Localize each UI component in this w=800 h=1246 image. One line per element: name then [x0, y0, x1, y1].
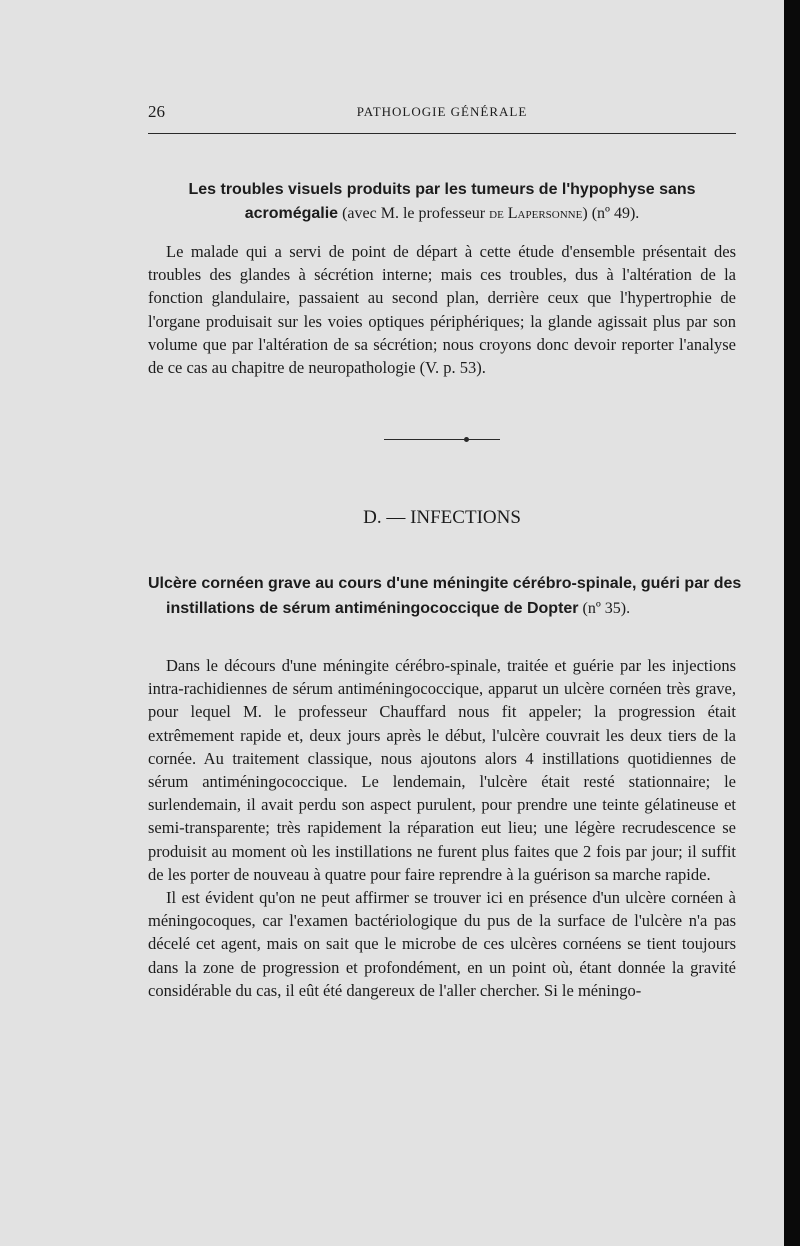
page-number: 26: [148, 102, 165, 121]
article1-body: Le malade qui a servi de point de départ à cette étude d'ensemble présentait des troubles des glandes à sécrétion interne; mais ces troubles, dus à l'altération de la fonction glandulaire, passaient au second plan, derrière ceux que l'hypertrophie de l'organe produisait sur les voies optiques périphériques; la glande agissait plus par son volume que par l'altération de sa sécrétion; nous croyons donc devoir reporter l'analyse de ce cas au chapitre de neuropathologie (V. p. 53).: [148, 242, 736, 378]
article1-title-ref: ) (nº 49).: [582, 205, 640, 222]
separator-line: [384, 439, 500, 440]
article2-paragraph-1: Dans le décours d'une méningite cérébro-spinale, traitée et guérie par les injections intra-rachidiennes de sérum antiméningococcique, apparut un ulcère cornéen très grave, pour lequel M. le professeur Chauffard nous fit appeler; la progression était extrêmement rapide et, deux jours après le début, l'ulcère couvrait les deux tiers de la cornée. Au traitement classique, nous ajoutons alors 4 instillations quotidiennes de sérum antiméningococcique. Le lendemain, l'ulcère était resté stationnaire; le surlendemain, il avait perdu son aspect purulent, pour prendre une teinte gélatineuse et semi-transparente; très rapidement la réparation eut lieu; une légère recrudescence se produisit au moment où les instillations ne furent plus faites que 2 fois par jour; il suffit de les porter de nouveau à quatre pour faire reprendre à la guérison sa marche rapide.: [148, 656, 736, 884]
header-rule: [148, 133, 736, 134]
page-header: [148, 102, 736, 126]
article2-title-ref: (nº 35).: [578, 599, 631, 617]
article1-title-paren: (avec M. le professeur: [338, 205, 490, 222]
article2-title-bold: Ulcère cornéen grave au cours d'une méningite cérébro-spinale, guéri par des instillations de sérum antiméningococcique de Dopter: [148, 575, 742, 617]
separator-dot: [464, 437, 469, 442]
article1-title: [148, 177, 736, 225]
article2-paragraph-2: Il est évident qu'on ne peut affirmer se trouver ici en présence d'un ulcère cornéen à méningocoques, car l'examen bactériologique du pus de la surface de l'ulcère n'a pas décelé cet agent, mais on sait que le microbe de ces ulcères cornéens se tient toujours dans la zone de progression et profondément, en un point où, étant donnée la gravité considérable du cas, il eût été dangereux de l'aller chercher. Si le méningo-: [148, 888, 736, 1000]
article2-body: [148, 654, 736, 1002]
scan-edge: [784, 0, 800, 1246]
section-separator: [384, 437, 500, 443]
running-head: PATHOLOGIE GÉNÉRALE: [356, 104, 528, 119]
article2-title: [148, 571, 754, 620]
article1-title-bold: Les troubles visuels produits par les tumeurs de l'hypophyse sans acromégalie: [188, 181, 696, 222]
article1-title-author: de Lapersonne: [489, 205, 583, 222]
section-heading: D. — INFECTIONS: [363, 507, 521, 528]
